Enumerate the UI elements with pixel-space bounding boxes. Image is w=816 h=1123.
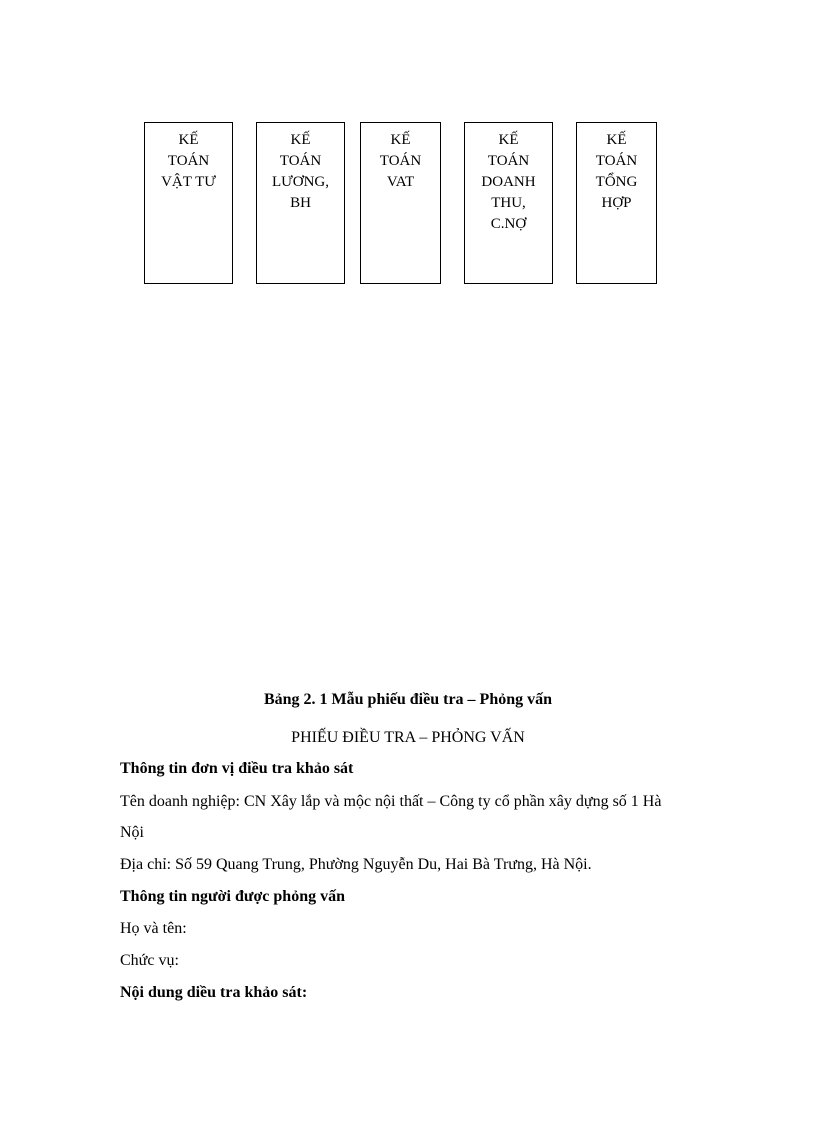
- org-box-payroll-accounting: KẾ TOÁN LƯƠNG, BH: [256, 122, 345, 284]
- section-unit-heading: Thông tin đơn vị điều tra khảo sát: [120, 760, 354, 777]
- company-name-line-1: Tên doanh nghiệp: CN Xây lắp và mộc nội thất – Công ty cổ phần xây dựng số 1 Hà: [120, 793, 662, 810]
- section-content-heading: Nội dung diều tra khảo sát:: [120, 984, 308, 1001]
- form-title: PHIẾU ĐIỀU TRA – PHỎNG VẤN: [291, 729, 525, 746]
- name-label: Họ và tên:: [120, 920, 187, 937]
- org-box-vat-accounting: KẾ TOÁN VAT: [360, 122, 441, 284]
- org-box-materials-accounting: KẾ TOÁN VẬT TƯ: [144, 122, 233, 284]
- address-line: Địa chỉ: Số 59 Quang Trung, Phường Nguyễn Du, Hai Bà Trưng, Hà Nội.: [120, 856, 592, 873]
- position-label: Chức vụ:: [120, 952, 179, 969]
- org-box-general-accounting: KẾ TOÁN TỔNG HỢP: [576, 122, 657, 284]
- section-person-heading: Thông tin người được phỏng vấn: [120, 888, 345, 905]
- table-caption: Bảng 2. 1 Mẫu phiếu điều tra – Phỏng vấn: [263, 691, 553, 708]
- org-box-revenue-accounting: KẾ TOÁN DOANH THU, C.NỢ: [464, 122, 553, 284]
- company-name-line-2: Nội: [120, 824, 144, 841]
